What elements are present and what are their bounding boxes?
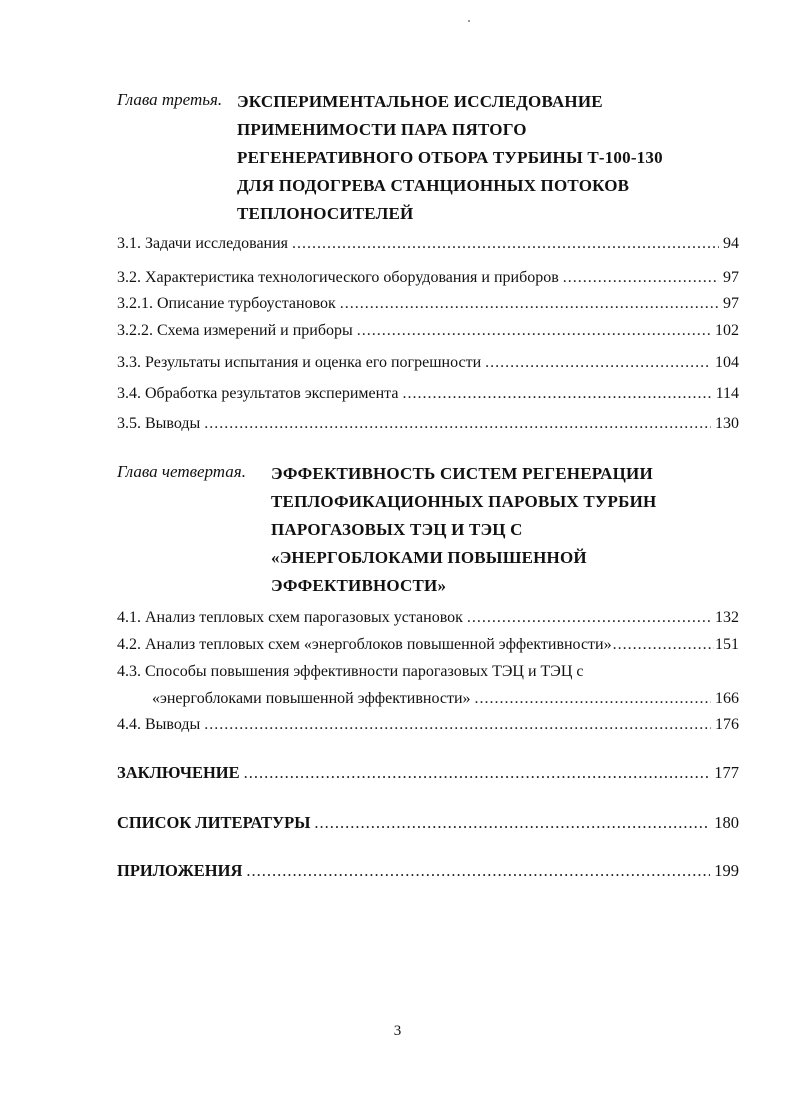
- chapter4-title: [271, 460, 656, 600]
- toc-entry[interactable]: [117, 320, 739, 342]
- toc-leader-dots: [357, 320, 711, 342]
- toc-entry-page: 114: [715, 385, 739, 402]
- toc-entry[interactable]: [117, 267, 739, 289]
- chapter3-label: Глава третья.: [117, 90, 223, 109]
- toc-entry[interactable]: [152, 688, 739, 710]
- toc-entry-page: 151: [715, 636, 739, 653]
- toc-leader-dots: [204, 413, 711, 435]
- chapter3-title-line: ЭКСПЕРИМЕНТАЛЬНОЕ ИССЛЕДОВАНИЕ: [237, 92, 603, 111]
- toc-entry[interactable]: [117, 413, 739, 435]
- toc-leader-dots: [246, 860, 710, 882]
- toc-entry-references[interactable]: [117, 812, 739, 834]
- toc-entry-title: 3.2. Характеристика технологического оборудования и приборов: [117, 269, 559, 286]
- toc-entry-page: 132: [715, 609, 739, 626]
- toc-entry-page: 102: [715, 322, 739, 339]
- toc-entry-title: 4.4. Выводы: [117, 716, 201, 733]
- toc-entry[interactable]: [117, 607, 739, 629]
- toc-entry-title: 4.1. Анализ тепловых схем парогазовых установок: [117, 609, 463, 626]
- toc-entry-title: 3.2.2. Схема измерений и приборы: [117, 322, 353, 339]
- toc-entry[interactable]: [117, 714, 739, 736]
- toc-entry-title: 3.4. Обработка результатов эксперимента: [117, 385, 399, 402]
- chapter3-title: [237, 88, 663, 228]
- chapter3-title-line: ПРИМЕНИМОСТИ ПАРА ПЯТОГО: [237, 120, 527, 139]
- toc-leader-dots: [314, 812, 710, 834]
- toc-leader-dots: [563, 267, 719, 289]
- toc-entry-title: ПРИЛОЖЕНИЯ: [117, 861, 243, 880]
- chapter4-title-line: «ЭНЕРГОБЛОКАМИ ПОВЫШЕННОЙ: [271, 548, 587, 567]
- toc-entry-conclusion[interactable]: [117, 762, 739, 784]
- toc-entry-title: СПИСОК ЛИТЕРАТУРЫ: [117, 813, 311, 832]
- toc-leader-dots: [204, 714, 711, 736]
- toc-entry[interactable]: [117, 233, 739, 255]
- toc-entry-page: 180: [714, 813, 739, 832]
- toc-leader-dots: [402, 383, 711, 405]
- toc-entry-title: 4.2. Анализ тепловых схем «энергоблоков повышенной эффективности»: [117, 636, 612, 653]
- toc-entry-title: 4.3. Способы повышения эффективности парогазовых ТЭЦ и ТЭЦ с: [117, 663, 584, 680]
- toc-entry[interactable]: [117, 293, 739, 315]
- toc-entry-page: 166: [715, 690, 739, 707]
- page-number: 3: [393, 1023, 402, 1039]
- toc-entry-appendices[interactable]: [117, 860, 739, 882]
- chapter4-title-line: ТЕПЛОФИКАЦИОННЫХ ПАРОВЫХ ТУРБИН: [271, 492, 657, 511]
- toc-leader-dots: [475, 688, 711, 710]
- toc-entry-page: 94: [723, 235, 739, 252]
- toc-entry-title: 3.2.1. Описание турбоустановок: [117, 295, 336, 312]
- toc-entry-page: 97: [723, 269, 739, 286]
- toc-leader-dots: [485, 352, 711, 374]
- chapter3-title-line: ТЕПЛОНОСИТЕЛЕЙ: [237, 204, 414, 223]
- chapter3-title-line: ДЛЯ ПОДОГРЕВА СТАНЦИОННЫХ ПОТОКОВ: [237, 176, 630, 195]
- toc-leader-dots: [244, 762, 711, 784]
- toc-leader-dots: [613, 634, 714, 656]
- toc-entry-title: 3.3. Результаты испытания и оценка его погрешности: [117, 354, 482, 371]
- toc-leader-dots: [467, 607, 711, 629]
- toc-entry-title: 3.5. Выводы: [117, 415, 201, 432]
- toc-entry-page: 177: [714, 763, 739, 782]
- toc-leader-dots: [292, 233, 719, 255]
- toc-leader-dots: [340, 293, 719, 315]
- toc-entry[interactable]: [117, 383, 739, 405]
- toc-entry[interactable]: [117, 634, 739, 656]
- toc-entry-page: 199: [714, 861, 739, 880]
- toc-entry[interactable]: [117, 661, 739, 683]
- toc-entry-page: 130: [715, 415, 739, 432]
- chapter4-label: Глава четвертая.: [117, 462, 246, 481]
- chapter3-title-line: РЕГЕНЕРАТИВНОГО ОТБОРА ТУРБИНЫ Т-100-130: [237, 148, 663, 167]
- toc-entry-title: ЗАКЛЮЧЕНИЕ: [117, 763, 240, 782]
- chapter4-title-line: ЭФФЕКТИВНОСТИ»: [271, 576, 447, 595]
- toc-entry-page: 104: [715, 354, 739, 371]
- toc-entry[interactable]: [117, 352, 739, 374]
- toc-entry-page: 97: [723, 295, 739, 312]
- toc-entry-page: 176: [715, 716, 739, 733]
- scan-speck: [468, 20, 470, 22]
- chapter4-title-line: ПАРОГАЗОВЫХ ТЭЦ И ТЭЦ С: [271, 520, 523, 539]
- chapter4-title-line: ЭФФЕКТИВНОСТЬ СИСТЕМ РЕГЕНЕРАЦИИ: [271, 464, 653, 483]
- toc-entry-title: 3.1. Задачи исследования: [117, 235, 289, 252]
- toc-entry-title: «энергоблоками повышенной эффективности»: [152, 690, 471, 707]
